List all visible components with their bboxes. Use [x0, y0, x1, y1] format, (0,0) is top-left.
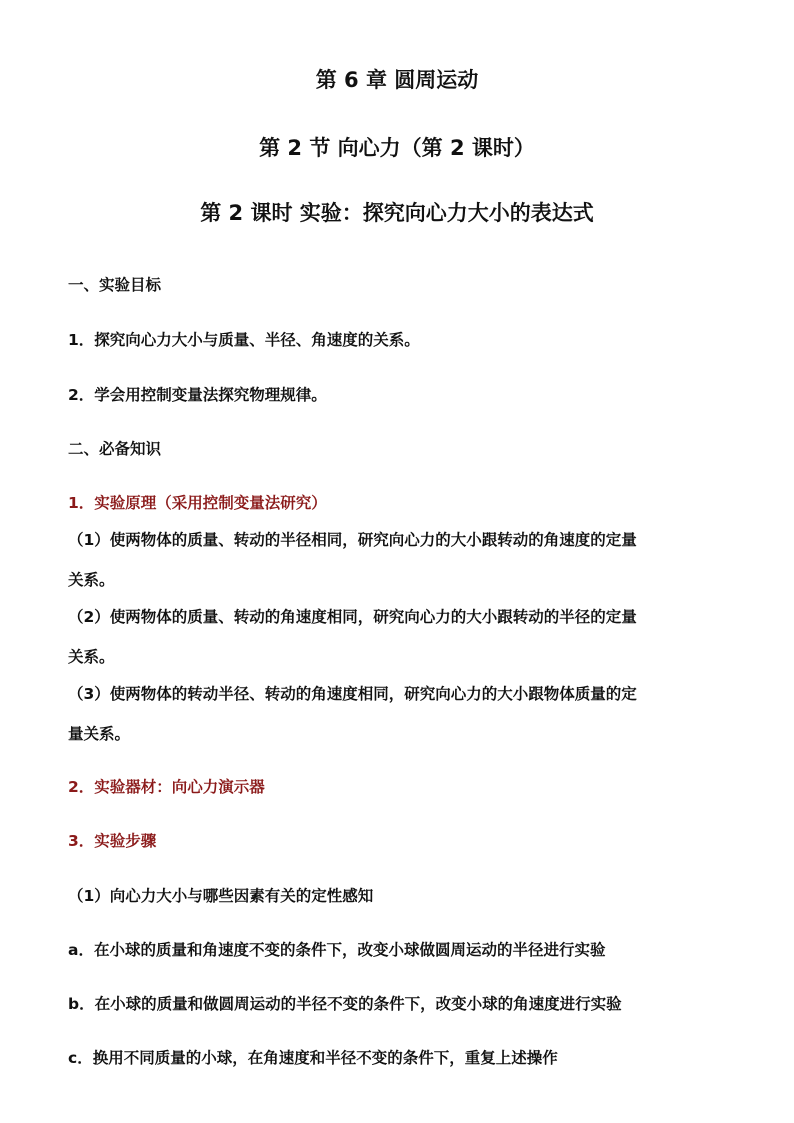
goals-heading: 一、实验目标	[68, 276, 162, 294]
chapter-title: 第 6 章 圆周运动	[315, 68, 479, 92]
equipment-heading: 2．实验器材：向心力演示器	[68, 778, 265, 796]
principle-line: （3）使两物体的转动半径、转动的角速度相同，研究向心力的大小跟物体质量的定	[68, 685, 637, 703]
step-line: c．换用不同质量的小球，在角速度和半径不变的条件下，重复上述操作	[68, 1049, 558, 1067]
goal-item: 2．学会用控制变量法探究物理规律。	[68, 386, 327, 404]
steps-heading: 3．实验步骤	[68, 832, 157, 850]
principle-line: （2）使两物体的质量、转动的角速度相同，研究向心力的大小跟转动的半径的定量	[68, 608, 637, 626]
principle-line: 关系。	[68, 648, 115, 666]
step-line: a．在小球的质量和角速度不变的条件下，改变小球做圆周运动的半径进行实验	[68, 941, 606, 959]
lesson-title: 第 2 课时 实验：探究向心力大小的表达式	[200, 201, 594, 225]
knowledge-heading: 二、必备知识	[68, 440, 162, 458]
principle-heading: 1．实验原理（采用控制变量法研究）	[68, 494, 327, 512]
goal-item: 1．探究向心力大小与质量、半径、角速度的关系。	[68, 331, 420, 349]
principle-line: 量关系。	[68, 725, 131, 743]
step-line: （1）向心力大小与哪些因素有关的定性感知	[68, 887, 374, 905]
section-title: 第 2 节 向心力（第 2 课时）	[259, 136, 535, 160]
principle-line: （1）使两物体的质量、转动的半径相同，研究向心力的大小跟转动的角速度的定量	[68, 531, 637, 549]
step-line: b．在小球的质量和做圆周运动的半径不变的条件下，改变小球的角速度进行实验	[68, 995, 622, 1013]
principle-line: 关系。	[68, 571, 115, 589]
